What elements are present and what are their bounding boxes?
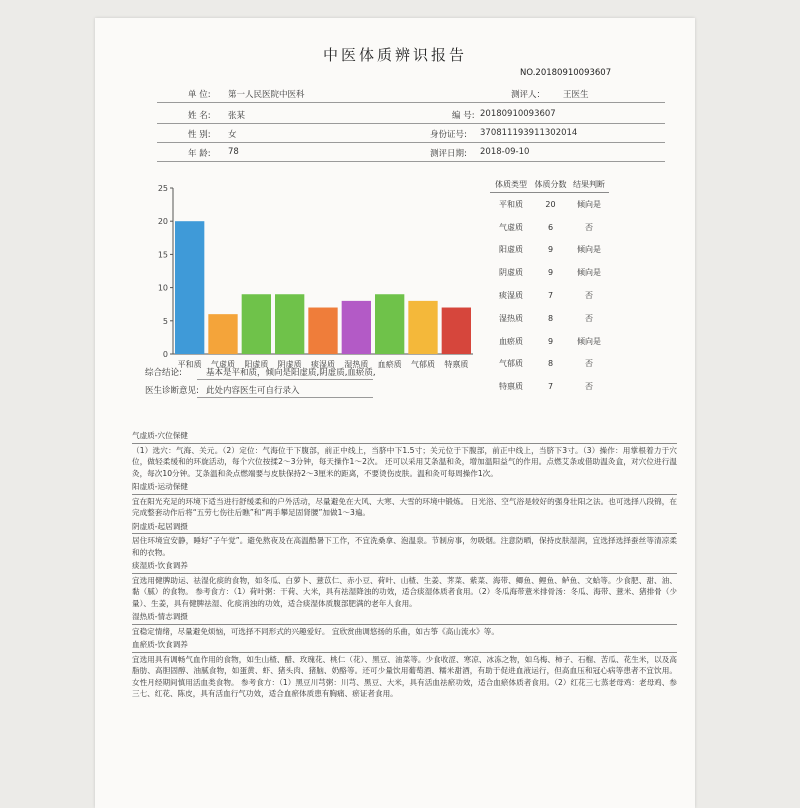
bar-3 — [242, 294, 271, 354]
x-tick-label: 气郁质 — [411, 360, 435, 369]
table-cell: 倾向是 — [577, 336, 601, 346]
conclusion-value: 基本是平和质，倾向是阳虚质,阴虚质,血瘀质, — [206, 368, 376, 378]
table-cell: 倾向是 — [577, 199, 601, 209]
section-title: 气虚质-穴位保健 — [132, 431, 188, 440]
opinion-underline — [197, 397, 373, 398]
doctor-opinion-label: 医生诊断意见: — [145, 386, 199, 396]
report-sheet — [95, 18, 695, 808]
y-tick-label: 5 — [162, 316, 168, 326]
report-title: 中医体质辨识报告 — [322, 46, 467, 64]
table-row — [490, 216, 609, 239]
info-divider — [157, 161, 665, 162]
table-cell: 否 — [585, 382, 593, 392]
y-tick-label: 25 — [157, 184, 168, 193]
table-row — [490, 375, 609, 398]
bar-2 — [208, 314, 237, 354]
x-tick-label: 痰湿质 — [311, 360, 335, 369]
constitution-bar-chart — [155, 176, 485, 371]
bar-9 — [442, 308, 471, 354]
table-cell: 20 — [545, 199, 556, 209]
doctor-opinion-value: 此处内容医生可自行录入 — [206, 386, 300, 396]
table-row — [490, 284, 609, 307]
section-divider — [132, 652, 677, 653]
age-value: 78 — [228, 147, 239, 157]
table-row — [490, 261, 609, 284]
info-divider — [157, 142, 665, 143]
table-cell: 7 — [547, 382, 554, 392]
y-tick-label: 10 — [157, 283, 168, 293]
x-tick-label: 湿热质 — [344, 360, 369, 369]
table-cell: 湿热质 — [499, 313, 523, 323]
section-text: 宜在阳光充足的环境下适当进行舒缓柔和的户外活动，尽量避免在大风、大寒、大雪的环境中锻炼。 日光浴、空气浴是较好的强身壮阳之法。也可选择八段锦，在完成整套动作后将“五劳七伤往后瞧”和“两手攀足固肾腰”加做1～3遍。 — [132, 496, 677, 517]
table-row — [490, 353, 609, 376]
date-label: 测评日期: — [430, 149, 467, 159]
table-cell: 否 — [585, 313, 593, 323]
table-cell: 阴虚质 — [499, 268, 523, 278]
table-cell: 8 — [547, 313, 554, 323]
table-cell: 痰湿质 — [499, 291, 523, 301]
code-value: 20180910093607 — [480, 109, 556, 119]
x-tick-label: 特禀质 — [444, 360, 469, 369]
gender-value: 女 — [228, 130, 237, 140]
table-cell: 否 — [585, 291, 593, 301]
bar-4 — [275, 294, 304, 354]
table-cell: 阳虚质 — [499, 245, 523, 255]
name-label: 姓 名: — [188, 111, 211, 121]
table-cell: 9 — [547, 336, 554, 346]
table-cell: 7 — [547, 291, 554, 301]
id-label: 身份证号: — [430, 130, 467, 140]
table-header-row — [490, 176, 609, 193]
x-tick-label: 平和质 — [177, 360, 202, 369]
table-cell: 否 — [585, 359, 593, 369]
table-row — [490, 307, 609, 330]
name-value: 张某 — [228, 111, 246, 121]
table-cell: 6 — [547, 222, 554, 232]
section-text: （1）选穴：气海、关元。（2）定位：气海位于下腹部，前正中线上，当脐中下1.5寸；关元位于下腹部，前正中线上，当脐下3寸。（3）操作：用掌根着力于穴位，做轻柔缓和的环旋活动，每个穴位按揉2～3分钟，每天操作1～2次。 还可以采用艾条温和灸，增加温阳益气的作用。点燃艾条或借助温灸盒，对穴位进行温灸，每次10分钟。艾条温和灸点燃端要与皮肤保持2～3厘米的距离，不要烫伤皮肤。温和灸可每周操作1次。 — [132, 445, 677, 478]
bar-7 — [375, 294, 404, 354]
table-cell: 倾向是 — [577, 245, 601, 255]
section-text: 宜稳定情绪，尽量避免烦恼，可选择不同形式的兴趣爱好。 宜欣赏曲调悠扬的乐曲，如古筝《高山流水》等。 — [132, 626, 499, 636]
gender-label: 性 别: — [188, 130, 211, 140]
bar-1 — [175, 221, 204, 354]
section-divider — [132, 624, 677, 625]
x-tick-label: 阴虚质 — [277, 360, 302, 369]
table-cell: 血瘀质 — [499, 336, 523, 346]
y-tick-label: 20 — [157, 217, 168, 227]
unit-value: 第一人民医院中医科 — [228, 90, 305, 100]
table-row — [490, 193, 609, 216]
table-cell: 否 — [585, 222, 593, 232]
x-tick-label: 气虚质 — [211, 360, 235, 369]
section-title: 湿热质-情志调摄 — [132, 612, 188, 621]
info-divider — [157, 102, 665, 103]
y-tick-label: 0 — [162, 350, 168, 359]
conclusion-underline — [197, 379, 373, 380]
section-divider — [132, 443, 677, 444]
section-divider — [132, 533, 677, 534]
table-row — [490, 330, 609, 353]
section-text: 宜选用健脾助运、祛湿化痰的食物，如冬瓜、白萝卜、薏苡仁、赤小豆、荷叶、山楂、生姜、荠菜、紫菜、海带、鲫鱼、鲤鱼、鲈鱼、文蛤等。少食肥、甜、油、黏（腻）的食物。 参考食方：（1）荷叶粥：干荷、大米，具有祛湿降浊的功效，适合痰湿体质者食用。（2）冬瓜海带薏米排骨汤：冬瓜、海带、薏米、猪排骨（少量）、生姜，具有健脾祛湿、化痰消浊的功效，适合痰湿体质腹部肥满的老年人食用。 — [132, 575, 677, 608]
table-cell: 8 — [547, 359, 554, 369]
table-header-cell: 结果判断 — [573, 179, 605, 189]
table-header-cell: 体质类型 — [495, 179, 527, 189]
constitution-score-table — [490, 176, 609, 398]
table-cell: 特禀质 — [499, 382, 523, 392]
code-label: 编 号: — [452, 111, 475, 121]
section-divider — [132, 573, 677, 574]
bar-6 — [342, 301, 371, 354]
table-header-cell: 体质分数 — [534, 179, 567, 189]
date-value: 2018-09-10 — [480, 147, 530, 157]
report-number: NO.20180910093607 — [520, 68, 612, 78]
chart-svg — [155, 176, 485, 371]
conclusion-label: 综合结论: — [145, 368, 182, 378]
section-title: 血瘀质-饮食调养 — [132, 640, 188, 649]
table-cell: 气郁质 — [499, 359, 523, 369]
unit-label: 单 位: — [188, 90, 211, 100]
table-row — [490, 239, 609, 262]
table-cell: 倾向是 — [577, 268, 601, 278]
id-value: 370811193911302014 — [480, 128, 578, 138]
x-tick-label: 血瘀质 — [377, 360, 402, 369]
section-text: 宜选用具有调畅气血作用的食物，如生山楂、醋、玫瑰花、桃仁（花）、黑豆、油菜等。少食收涩、寒凉、冰冻之物，如乌梅、柿子、石榴、苦瓜、花生米，以及高脂肪、高胆固醇、油腻食物，如蛋黄、虾、猪头肉、猪脑、奶酪等。还可少量饮用葡萄酒、糯米甜酒，有助于促进血液运行，但高血压和冠心病等患者不宜饮用。女性月经期间慎用活血类食物。 参考食方：（1）黑豆川芎粥：川芎、黑豆、大米，具有活血祛瘀功效，适合血瘀体质者食用。（2）红花三七蒸老母鸡：老母鸡、参三七、红花、陈皮，具有活血行气功效，适合血瘀体质患有胸痛、瘀证者食用。 — [132, 654, 677, 698]
table-cell: 气虚质 — [499, 222, 523, 232]
evaluator-label: 测评人： — [511, 90, 546, 100]
info-divider — [157, 123, 665, 124]
table-cell: 9 — [547, 268, 554, 278]
bar-8 — [408, 301, 437, 354]
section-title: 阴虚质-起居调摄 — [132, 521, 188, 531]
table-cell: 9 — [547, 245, 554, 255]
age-label: 年 龄: — [188, 149, 211, 159]
y-tick-label: 15 — [157, 250, 168, 260]
section-divider — [132, 494, 677, 495]
section-text: 居住环境宜安静，睡好“子午觉”。避免熬夜及在高温酷暑下工作，不宜洗桑拿、泡温泉。节制房事，勿吸烟。注意防晒，保持皮肤湿润，宜选择选择蚕丝等清凉柔和的衣物。 — [132, 536, 677, 557]
section-title: 阳虚质-运动保健 — [132, 482, 188, 491]
table-cell: 平和质 — [499, 199, 523, 209]
x-tick-label: 阳虚质 — [244, 360, 269, 369]
evaluator-value: 王医生 — [563, 90, 589, 100]
health-advice-sections — [132, 428, 677, 700]
bar-5 — [308, 308, 337, 354]
section-title: 痰湿质-饮食调养 — [132, 561, 188, 570]
